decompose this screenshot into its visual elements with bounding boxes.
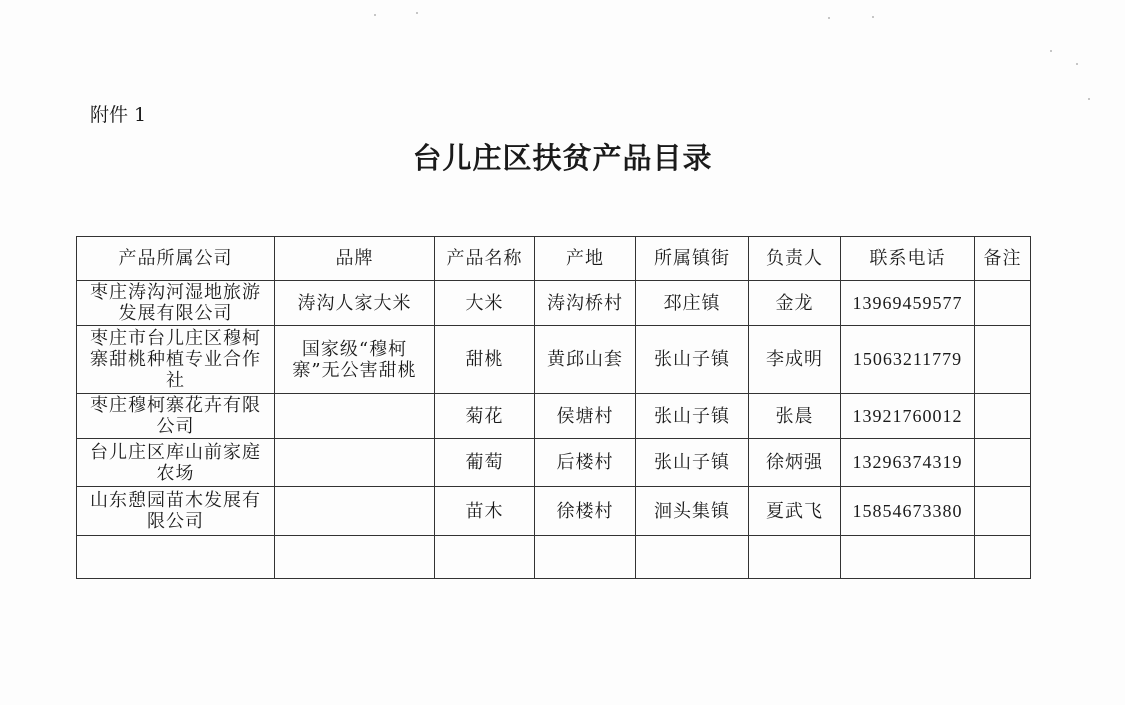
scan-speck xyxy=(1076,63,1078,65)
cell-phone: 13969459577 xyxy=(841,281,975,326)
table-row xyxy=(77,487,1031,536)
table-row xyxy=(77,326,1031,394)
cell-phone: 13921760012 xyxy=(841,394,975,439)
scan-speck xyxy=(416,12,418,14)
scan-speck xyxy=(1088,98,1090,100)
cell-phone xyxy=(841,536,975,579)
cell-note xyxy=(975,394,1031,439)
table-row xyxy=(77,439,1031,487)
cell-note xyxy=(975,536,1031,579)
cell-note xyxy=(975,487,1031,536)
cell-contact: 李成明 xyxy=(749,326,841,394)
cell-product: 苗木 xyxy=(435,487,535,536)
header-origin: 产地 xyxy=(535,237,636,281)
cell-town: 邳庄镇 xyxy=(636,281,749,326)
cell-contact: 夏武飞 xyxy=(749,487,841,536)
cell-contact: 金龙 xyxy=(749,281,841,326)
document-title: 台儿庄区扶贫产品目录 xyxy=(412,141,713,175)
cell-brand xyxy=(275,439,435,487)
product-catalog-table xyxy=(76,236,1031,579)
cell-contact: 张晨 xyxy=(749,394,841,439)
table-row xyxy=(77,281,1031,326)
cell-origin xyxy=(535,536,636,579)
cell-company: 枣庄市台儿庄区穆柯寨甜桃种植专业合作社 xyxy=(77,326,275,394)
scan-speck xyxy=(872,16,874,18)
scan-speck xyxy=(374,14,376,16)
attachment-label: 附件 1 xyxy=(90,104,147,126)
header-phone: 联系电话 xyxy=(841,237,975,281)
cell-note xyxy=(975,439,1031,487)
header-company: 产品所属公司 xyxy=(77,237,275,281)
cell-company: 枣庄穆柯寨花卉有限公司 xyxy=(77,394,275,439)
cell-origin: 后楼村 xyxy=(535,439,636,487)
header-contact: 负责人 xyxy=(749,237,841,281)
cell-company: 台儿庄区库山前家庭农场 xyxy=(77,439,275,487)
scan-speck xyxy=(828,17,830,19)
cell-company: 枣庄涛沟河湿地旅游发展有限公司 xyxy=(77,281,275,326)
cell-brand: 国家级“穆柯寨”无公害甜桃 xyxy=(275,326,435,394)
cell-product: 甜桃 xyxy=(435,326,535,394)
cell-brand xyxy=(275,536,435,579)
table-row xyxy=(77,536,1031,579)
cell-note xyxy=(975,281,1031,326)
cell-phone: 13296374319 xyxy=(841,439,975,487)
cell-origin: 黄邱山套 xyxy=(535,326,636,394)
cell-contact: 徐炳强 xyxy=(749,439,841,487)
table-row xyxy=(77,394,1031,439)
cell-company: 山东憩园苗木发展有限公司 xyxy=(77,487,275,536)
header-town: 所属镇街 xyxy=(636,237,749,281)
cell-origin: 涛沟桥村 xyxy=(535,281,636,326)
cell-company xyxy=(77,536,275,579)
scan-speck xyxy=(1050,50,1052,52)
header-brand: 品牌 xyxy=(275,237,435,281)
header-product: 产品名称 xyxy=(435,237,535,281)
cell-product: 葡萄 xyxy=(435,439,535,487)
cell-brand: 涛沟人家大米 xyxy=(275,281,435,326)
cell-phone: 15063211779 xyxy=(841,326,975,394)
cell-product: 大米 xyxy=(435,281,535,326)
cell-note xyxy=(975,326,1031,394)
cell-town: 张山子镇 xyxy=(636,394,749,439)
cell-origin: 徐楼村 xyxy=(535,487,636,536)
cell-contact xyxy=(749,536,841,579)
cell-product: 菊花 xyxy=(435,394,535,439)
cell-product xyxy=(435,536,535,579)
cell-town xyxy=(636,536,749,579)
cell-town: 张山子镇 xyxy=(636,326,749,394)
cell-brand xyxy=(275,394,435,439)
cell-phone: 15854673380 xyxy=(841,487,975,536)
header-note: 备注 xyxy=(975,237,1031,281)
cell-town: 张山子镇 xyxy=(636,439,749,487)
cell-town: 洄头集镇 xyxy=(636,487,749,536)
cell-brand xyxy=(275,487,435,536)
header-row xyxy=(77,237,1031,281)
cell-origin: 侯塘村 xyxy=(535,394,636,439)
